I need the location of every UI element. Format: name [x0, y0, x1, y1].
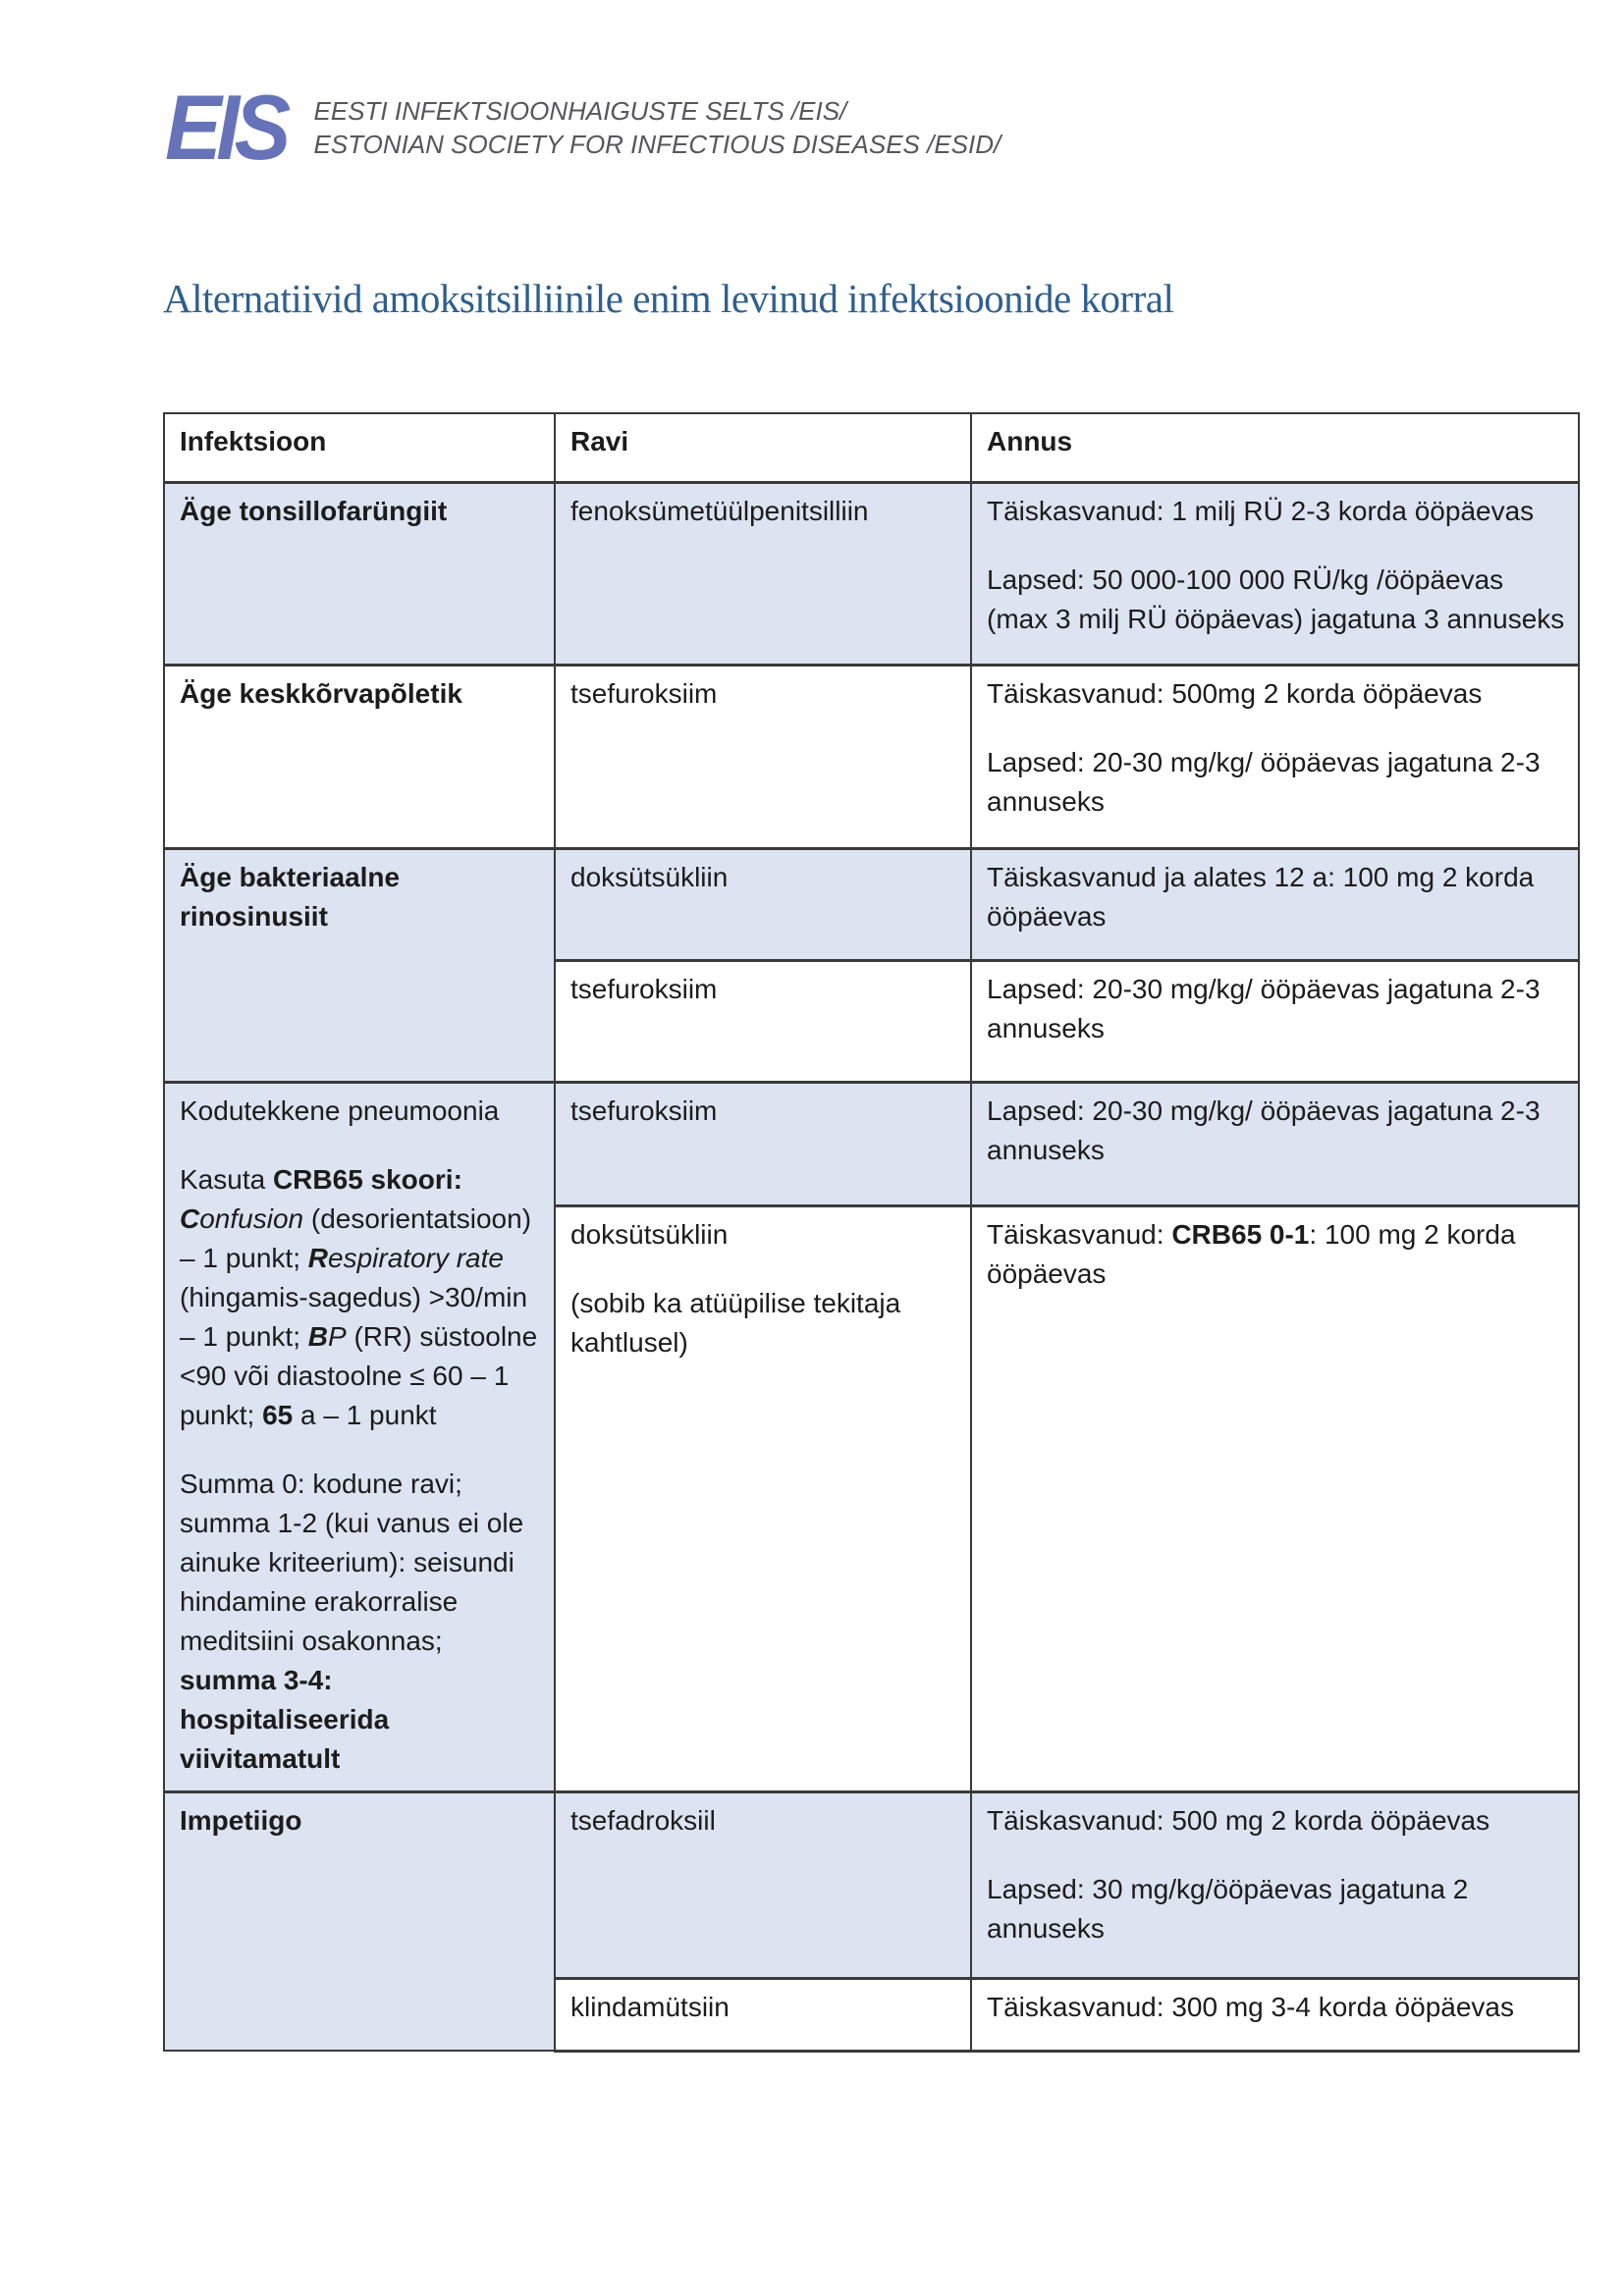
text-segment: 65 [262, 1399, 294, 1430]
text-segment: R [307, 1242, 328, 1273]
col-header-infektsioon: Infektsioon [164, 413, 555, 482]
eis-logo-mark: EIS [165, 76, 286, 179]
cell-ravi: tsefuroksiim [555, 1082, 971, 1205]
text-segment: CRB65 0-1 [1171, 1218, 1310, 1250]
col-header-ravi: Ravi [555, 413, 971, 482]
cell-ravi: klindamütsiin [555, 1978, 971, 2051]
cell-ravi: tsefadroksiil [555, 1791, 971, 1978]
annus-child: Lapsed: 50 000-100 000 RÜ/kg /ööpäevas (max 3 milj RÜ ööpäevas) jagatuna 3 annuseks [987, 563, 1565, 634]
annus-adult: Täiskasvanud: 300 mg 3-4 korda ööpäevas [987, 1991, 1514, 2022]
annus-adult: Täiskasvanud: 500 mg 2 korda ööpäevas [987, 1804, 1490, 1836]
annus-child: Lapsed: 20-30 mg/kg/ ööpäevas jagatuna 2-3 annuseks [987, 1095, 1541, 1165]
ravi-name: doksütsükliin [570, 1218, 729, 1250]
cell-infection: Äge keskkõrvapõletik [164, 665, 555, 848]
table-row-keskkorvapoletik [164, 665, 1579, 848]
cell-ravi: fenoksümetüülpenitsilliin [555, 482, 971, 665]
text-segment: espiratory rate [328, 1242, 504, 1273]
org-name-line2: ESTONIAN SOCIETY FOR INFECTIOUS DISEASES /ESID/ [313, 130, 1001, 159]
annus-child: Lapsed: 20-30 mg/kg/ ööpäevas jagatuna 2-3 annuseks [987, 973, 1541, 1043]
annus-adult: Täiskasvanud: 1 milj RÜ 2-3 korda ööpäevas [987, 495, 1535, 526]
cell-annus [971, 482, 1579, 665]
ravi-note: (sobib ka atüüpilise tekitaja kahtlusel) [570, 1287, 901, 1358]
infection-title: Kodutekkene pneumoonia [180, 1095, 500, 1126]
cell-ravi: tsefuroksiim [555, 665, 971, 848]
crb65-score-text [180, 1160, 541, 1435]
text-segment: onfusion [199, 1202, 304, 1234]
table-row-rinosinusiit-1 [164, 848, 1579, 960]
text-segment: (hingamis-sagedus) >30/min – 1 punkt; [180, 1281, 528, 1352]
org-name [314, 94, 1001, 161]
text-segment: Summa 0: kodune ravi; summa 1-2 (kui vanus ei ole ainuke kriteerium): seisundi hindamine erakorralise meditsiini osakonnas; [180, 1468, 524, 1656]
annus-adult: Täiskasvanud ja alates 12 a: 100 mg 2 korda ööpäevas [987, 861, 1535, 932]
cell-infection: Äge bakteriaalne rinosinusiit [164, 848, 555, 1082]
text-segment: Kasuta [180, 1163, 273, 1195]
table-row-impetiigo-1 [164, 1791, 1579, 1978]
table-header-row [164, 413, 1579, 482]
cell-ravi: doksütsükliin [555, 848, 971, 960]
infection-table [163, 412, 1580, 2053]
cell-annus [971, 960, 1579, 1082]
org-logo [165, 76, 1001, 179]
text-segment: (RR) süstoolne <90 või diastoolne ≤ 60 – 1 punkt; [180, 1320, 538, 1430]
annus-adult: Täiskasvanud: 500mg 2 korda ööpäevas [987, 677, 1483, 709]
cell-annus [971, 1082, 1579, 1205]
org-name-line1: EESTI INFEKTSIOONHAIGUSTE SELTS /EIS/ [313, 96, 847, 126]
annus-adult [987, 1215, 1565, 1294]
cell-infection: Äge tonsillofarüngiit [164, 482, 555, 665]
crb65-summa-text [180, 1465, 541, 1779]
text-segment: : 100 mg 2 korda ööpäevas [987, 1218, 1516, 1289]
text-segment: Täiskasvanud: [987, 1218, 1172, 1250]
cell-ravi: tsefuroksiim [555, 960, 971, 1082]
cell-ravi [555, 1205, 971, 1791]
cell-annus [971, 1205, 1579, 1791]
page-title: Alternatiivid amoksitsilliinile enim levinud infektsioonide korral [163, 276, 1174, 321]
annus-child: Lapsed: 20-30 mg/kg/ ööpäevas jagatuna 2-3 annuseks [987, 746, 1541, 817]
text-segment: a – 1 punkt [293, 1399, 437, 1430]
text-segment: (desorientatsioon) – 1 punkt; [180, 1202, 532, 1273]
text-segment: C [180, 1202, 200, 1234]
table-row-pneumoonia-1 [164, 1082, 1579, 1205]
cell-infection: Impetiigo [164, 1791, 555, 2051]
cell-infection [164, 1082, 555, 1791]
text-segment: CRB65 skoori: [272, 1163, 462, 1195]
table-row-tonsillofarungiit [164, 482, 1579, 665]
cell-annus [971, 1978, 1579, 2051]
cell-annus [971, 1791, 1579, 1978]
cell-annus [971, 665, 1579, 848]
annus-child: Lapsed: 30 mg/kg/ööpäevas jagatuna 2 annuseks [987, 1873, 1469, 1944]
text-segment: summa 3-4: hospitaliseerida viivitamatult [180, 1664, 390, 1774]
cell-annus [971, 848, 1579, 960]
col-header-annus: Annus [971, 413, 1579, 482]
text-segment: P [328, 1320, 347, 1352]
text-segment: B [307, 1320, 328, 1352]
